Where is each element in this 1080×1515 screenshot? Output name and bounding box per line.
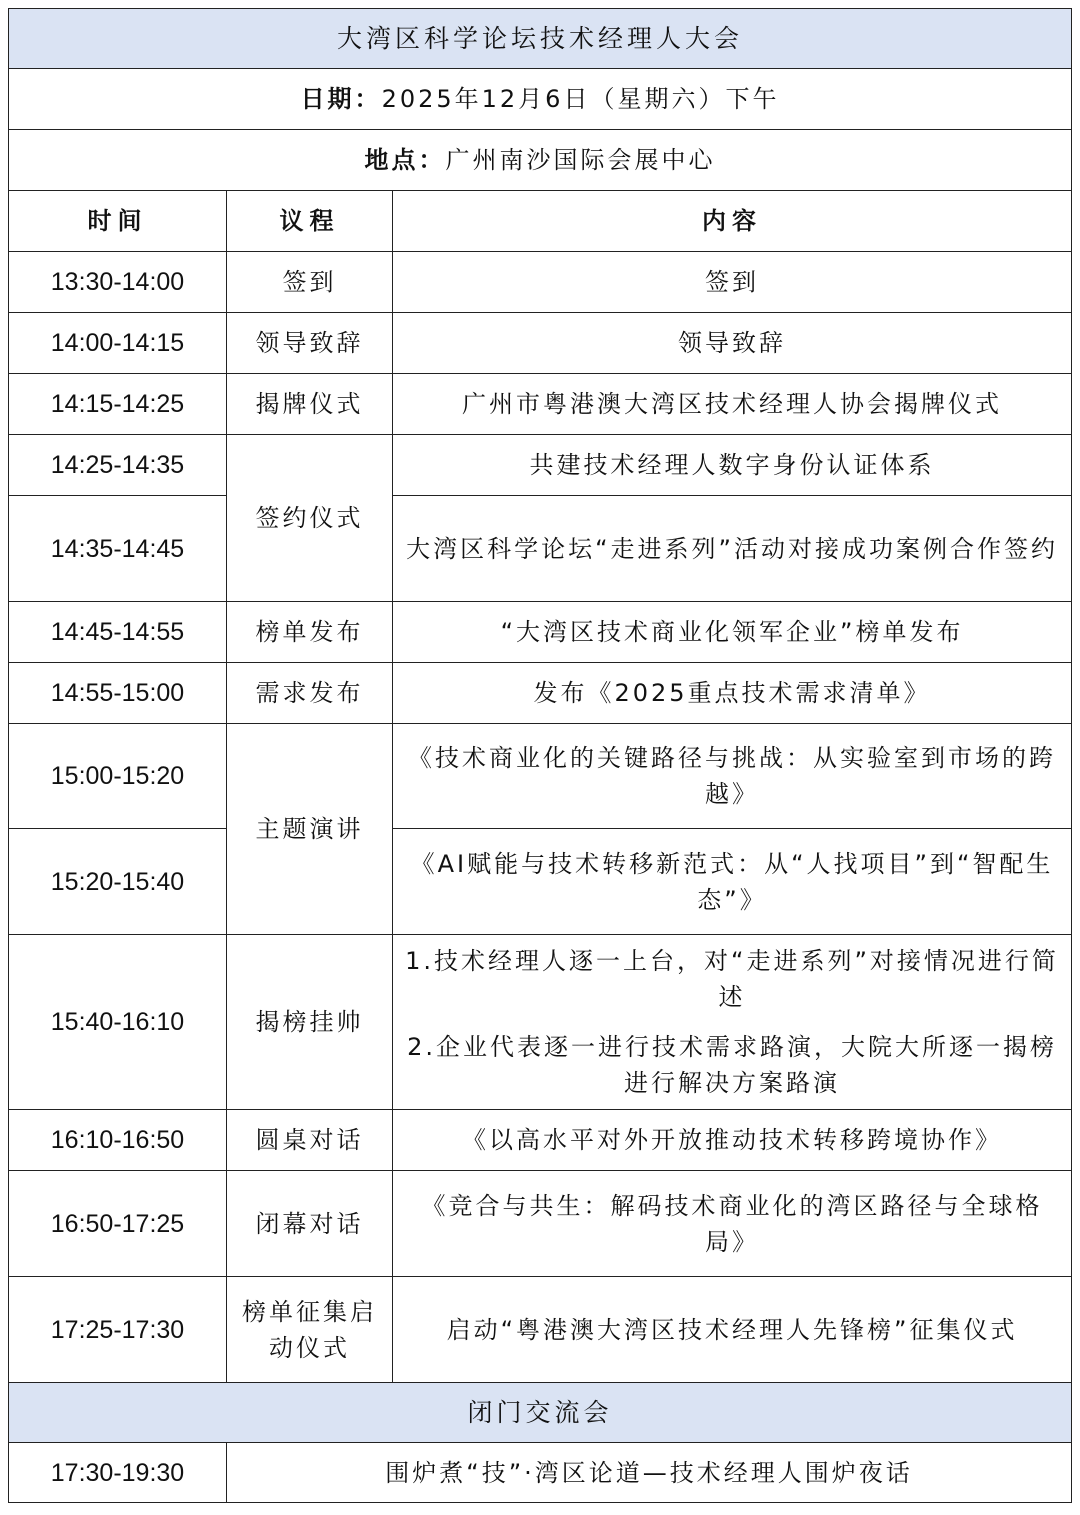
- row-time: 15:00-15:20: [9, 724, 227, 829]
- closed-session-title: 闭门交流会: [9, 1383, 1072, 1443]
- row-content: “大湾区技术商业化领军企业”榜单发布: [393, 602, 1072, 663]
- row-time: 14:15-14:25: [9, 374, 227, 435]
- table-row: [9, 935, 1072, 1110]
- row-agenda: 榜单发布: [227, 602, 393, 663]
- row-agenda: 主题演讲: [227, 724, 393, 935]
- row-agenda: 榜单征集启动仪式: [227, 1277, 393, 1383]
- row-time: 14:35-14:45: [9, 496, 227, 602]
- row-content: 共建技术经理人数字身份认证体系: [393, 435, 1072, 496]
- table-row: [9, 724, 1072, 829]
- row-time: 14:45-14:55: [9, 602, 227, 663]
- row-agenda: 揭榜挂帅: [227, 935, 393, 1110]
- table-row: [9, 1277, 1072, 1383]
- row-time: 13:30-14:00: [9, 252, 227, 313]
- row-time: 15:20-15:40: [9, 829, 227, 935]
- row-content: 大湾区科学论坛“走进系列”活动对接成功案例合作签约: [393, 496, 1072, 602]
- row-agenda: 闭幕对话: [227, 1171, 393, 1277]
- row-content: 《AI赋能与技术转移新范式：从“人找项目”到“智配生态”》: [393, 829, 1072, 935]
- row-content: [393, 935, 1072, 1110]
- content-item: 2.企业代表逐一进行技术需求路演，大院大所逐一揭榜进行解决方案路演: [407, 1033, 1057, 1097]
- agenda-table: [8, 8, 1072, 1503]
- table-header-row: [9, 191, 1072, 252]
- date-value: 2025年12月6日（星期六）下午: [381, 85, 780, 113]
- row-time: 17:25-17:30: [9, 1277, 227, 1383]
- row-time: 14:25-14:35: [9, 435, 227, 496]
- table-row: [9, 1171, 1072, 1277]
- table-row: [9, 496, 1072, 602]
- row-time: 17:30-19:30: [9, 1443, 227, 1503]
- table-row: [9, 252, 1072, 313]
- row-time: 15:40-16:10: [9, 935, 227, 1110]
- row-agenda: 揭牌仪式: [227, 374, 393, 435]
- header-content: 内容: [393, 191, 1072, 252]
- row-content: 《技术商业化的关键路径与挑战：从实验室到市场的跨越》: [393, 724, 1072, 829]
- row-agenda: 签约仪式: [227, 435, 393, 602]
- table-row: [9, 663, 1072, 724]
- row-agenda: 圆桌对话: [227, 1110, 393, 1171]
- row-content: 《以高水平对外开放推动技术转移跨境协作》: [393, 1110, 1072, 1171]
- table-row: [9, 435, 1072, 496]
- row-agenda: 签到: [227, 252, 393, 313]
- row-content: 《竞合与共生：解码技术商业化的湾区路径与全球格局》: [393, 1171, 1072, 1277]
- row-time: 14:00-14:15: [9, 313, 227, 374]
- row-content: 领导致辞: [393, 313, 1072, 374]
- table-row: [9, 374, 1072, 435]
- date-label: 日期：: [300, 85, 382, 113]
- table-row: [9, 1110, 1072, 1171]
- table-row: [9, 1443, 1072, 1503]
- header-agenda: 议程: [227, 191, 393, 252]
- event-venue: [9, 130, 1072, 191]
- row-time: 16:50-17:25: [9, 1171, 227, 1277]
- table-row: [9, 602, 1072, 663]
- row-time: 16:10-16:50: [9, 1110, 227, 1171]
- header-time: 时间: [9, 191, 227, 252]
- content-item: 1.技术经理人逐一上台，对“走进系列”对接情况进行简述: [405, 947, 1059, 1011]
- row-agenda: 领导致辞: [227, 313, 393, 374]
- event-date: [9, 69, 1072, 130]
- row-content: 启动“粤港澳大湾区技术经理人先锋榜”征集仪式: [393, 1277, 1072, 1383]
- row-content: 发布《2025重点技术需求清单》: [393, 663, 1072, 724]
- row-agenda: 需求发布: [227, 663, 393, 724]
- table-row: [9, 829, 1072, 935]
- row-content: 签到: [393, 252, 1072, 313]
- venue-label: 地点：: [364, 146, 446, 174]
- event-title: 大湾区科学论坛技术经理人大会: [9, 9, 1072, 69]
- table-row: [9, 313, 1072, 374]
- venue-value: 广州南沙国际会展中心: [445, 146, 716, 174]
- row-content: 广州市粤港澳大湾区技术经理人协会揭牌仪式: [393, 374, 1072, 435]
- row-content: 围炉煮“技”·湾区论道—技术经理人围炉夜话: [227, 1443, 1072, 1503]
- row-time: 14:55-15:00: [9, 663, 227, 724]
